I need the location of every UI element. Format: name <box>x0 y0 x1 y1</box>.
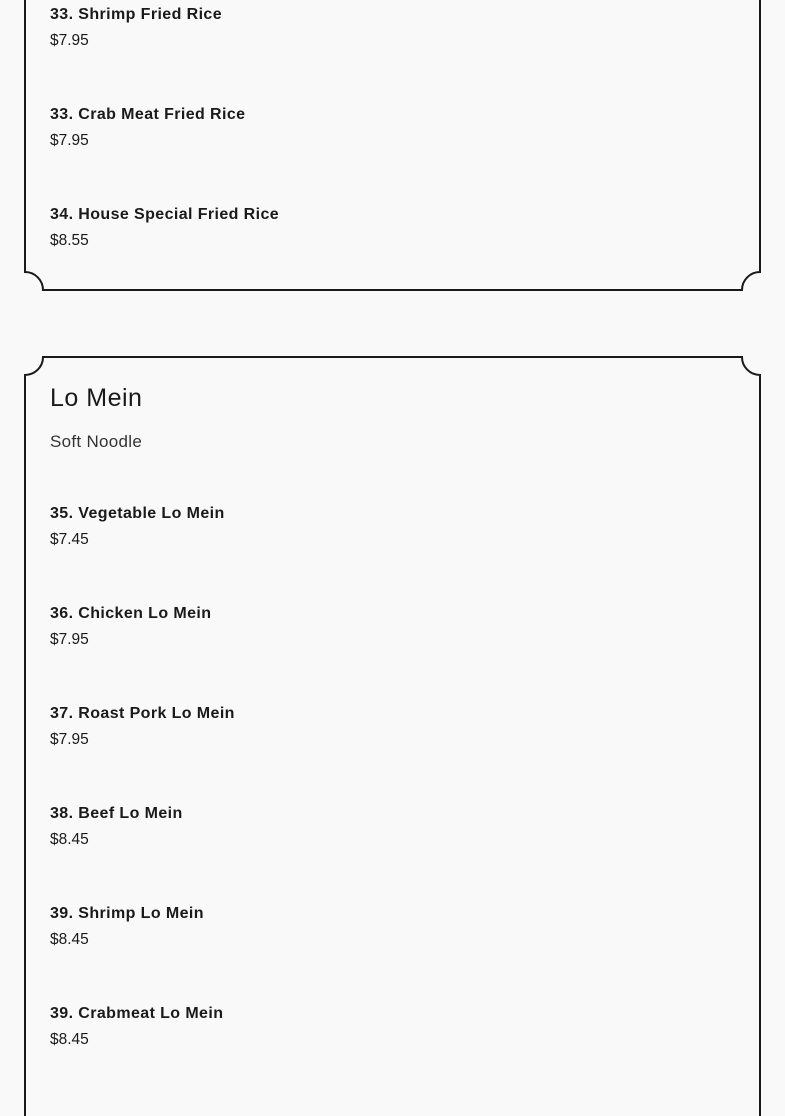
menu-item-price: $8.55 <box>50 232 89 249</box>
menu-item <box>50 804 183 850</box>
menu-item <box>50 105 245 151</box>
menu-item-price: $7.95 <box>50 631 89 648</box>
menu-item <box>50 904 204 950</box>
menu-item-name: 38. Beef Lo Mein <box>50 805 183 822</box>
menu-item-name: 33. Crab Meat Fried Rice <box>50 106 246 123</box>
menu-item-name: 35. Vegetable Lo Mein <box>50 505 225 522</box>
menu-item-name: 34. House Special Fried Rice <box>50 206 280 223</box>
menu-item-price: $7.45 <box>50 531 89 548</box>
section-title: Lo Mein <box>50 384 143 412</box>
section-subtitle: Soft Noodle <box>50 432 143 451</box>
menu-item-price: $8.45 <box>50 931 89 948</box>
menu-item-name: 39. Shrimp Lo Mein <box>50 905 204 922</box>
menu-item-price: $7.95 <box>50 132 89 149</box>
menu-item <box>50 504 225 550</box>
menu-item-price: $7.95 <box>50 731 89 748</box>
fried-rice-section <box>24 0 761 292</box>
menu-item <box>50 1004 223 1050</box>
menu-item-name: 33. Shrimp Fried Rice <box>50 6 223 23</box>
menu-item-name: 36. Chicken Lo Mein <box>50 605 212 622</box>
menu-item <box>50 205 279 251</box>
lo-mein-section <box>24 356 761 1116</box>
menu-item <box>50 704 235 750</box>
menu-item-price: $8.45 <box>50 831 89 848</box>
menu-item-price: $8.45 <box>50 1031 89 1048</box>
menu-item-name: 37. Roast Pork Lo Mein <box>50 705 235 722</box>
menu-item <box>50 5 222 51</box>
menu-item-name: 39. Crabmeat Lo Mein <box>50 1005 224 1022</box>
menu-item <box>50 604 211 650</box>
menu-item-price: $7.95 <box>50 32 89 49</box>
